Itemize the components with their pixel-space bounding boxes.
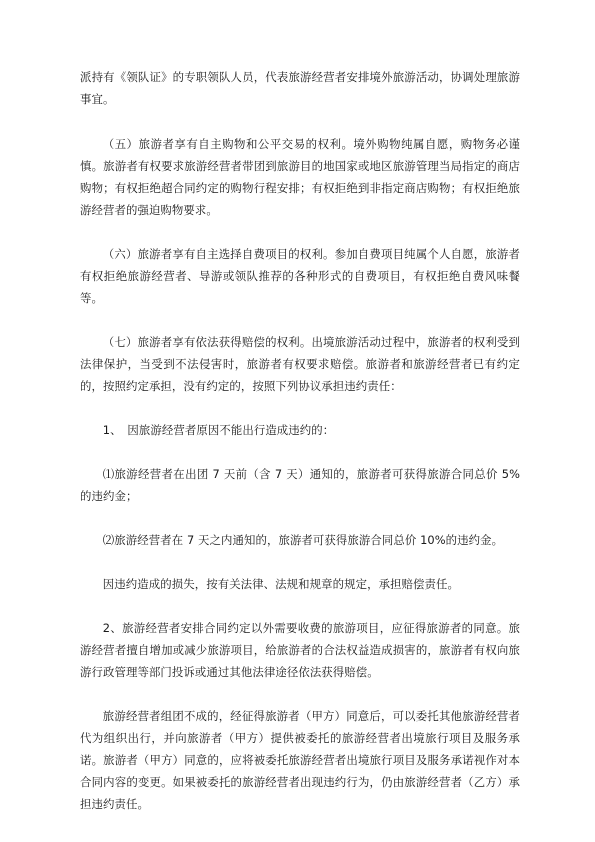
paragraph-entrusted-operator: 旅游经营者组团不成的，经征得旅游者（甲方）同意后，可以委托其他旅游经营者代为组织出行，并向旅游者（甲方）提供被委托的旅游经营者出境旅行项目及服务承诺。旅游者（甲方）同意的，应将被委托旅游经营者出境旅行项目及服务承诺视作对本合同内容的变更。如果被委托的旅游经营者出现违约行为，仍由旅游经营者（乙方）承担违约责任。 bbox=[80, 709, 520, 811]
paragraph-loss-liability: 因违约造成的损失，按有关法律、法规和规章的规定，承担赔偿责任。 bbox=[102, 577, 460, 591]
paragraph-shopping-rights: （五）旅游者享有自主购物和公平交易的权利。境外购物纯属自愿，购物务必谨慎。旅游者有权要求旅游经营者带团到旅游目的地国家或地区旅游管理当局指定的商店购物；有权拒绝超合同约定的购物行程安排；有权拒绝到非指定商店购物；有权拒绝旅游经营者的强迫购物要求。 bbox=[80, 137, 520, 217]
paragraph-leader-duty: 派持有《领队证》的专职领队人员，代表旅游经营者安排境外旅游活动，协调处理旅游事宜。 bbox=[80, 70, 520, 106]
document-body bbox=[80, 66, 520, 837]
paragraph-compensation-rights: （七）旅游者享有依法获得赔偿的权利。出境旅游活动过程中，旅游者的权利受到法律保护，当受到不法侵害时，旅游者有权要求赔偿。旅游者和旅游经营者已有约定的，按照约定承担，没有约定的，按照下列协议承担违约责任： bbox=[80, 335, 520, 393]
paragraph-clause-1: ⑴旅游经营者在出团 7 天前（含 7 天）通知的，旅游者可获得旅游合同总价 5%的违约金； bbox=[80, 467, 520, 503]
paragraph-optional-items: （六）旅游者享有自主选择自费项目的权利。参加自费项目纯属个人自愿，旅游者有权拒绝旅游经营者、导游或领队推荐的各种形式的自费项目，有权拒绝自费风味餐等。 bbox=[80, 247, 520, 305]
paragraph-item-1: 1、 因旅游经营者原因不能出行造成违约的： bbox=[102, 423, 335, 437]
paragraph-item-2: 2、旅游经营者安排合同约定以外需要收费的旅游项目，应征得旅游者的同意。旅游经营者擅自增加或减少旅游项目，给旅游者的合法权益造成损害的，旅游者有权向旅游行政管理等部门投诉或通过其他法律途径依法获得赔偿。 bbox=[80, 621, 520, 679]
paragraph-clause-2: ⑵旅游经营者在 7 天之内通知的，旅游者可获得旅游合同总价 10%的违约金。 bbox=[102, 533, 504, 547]
